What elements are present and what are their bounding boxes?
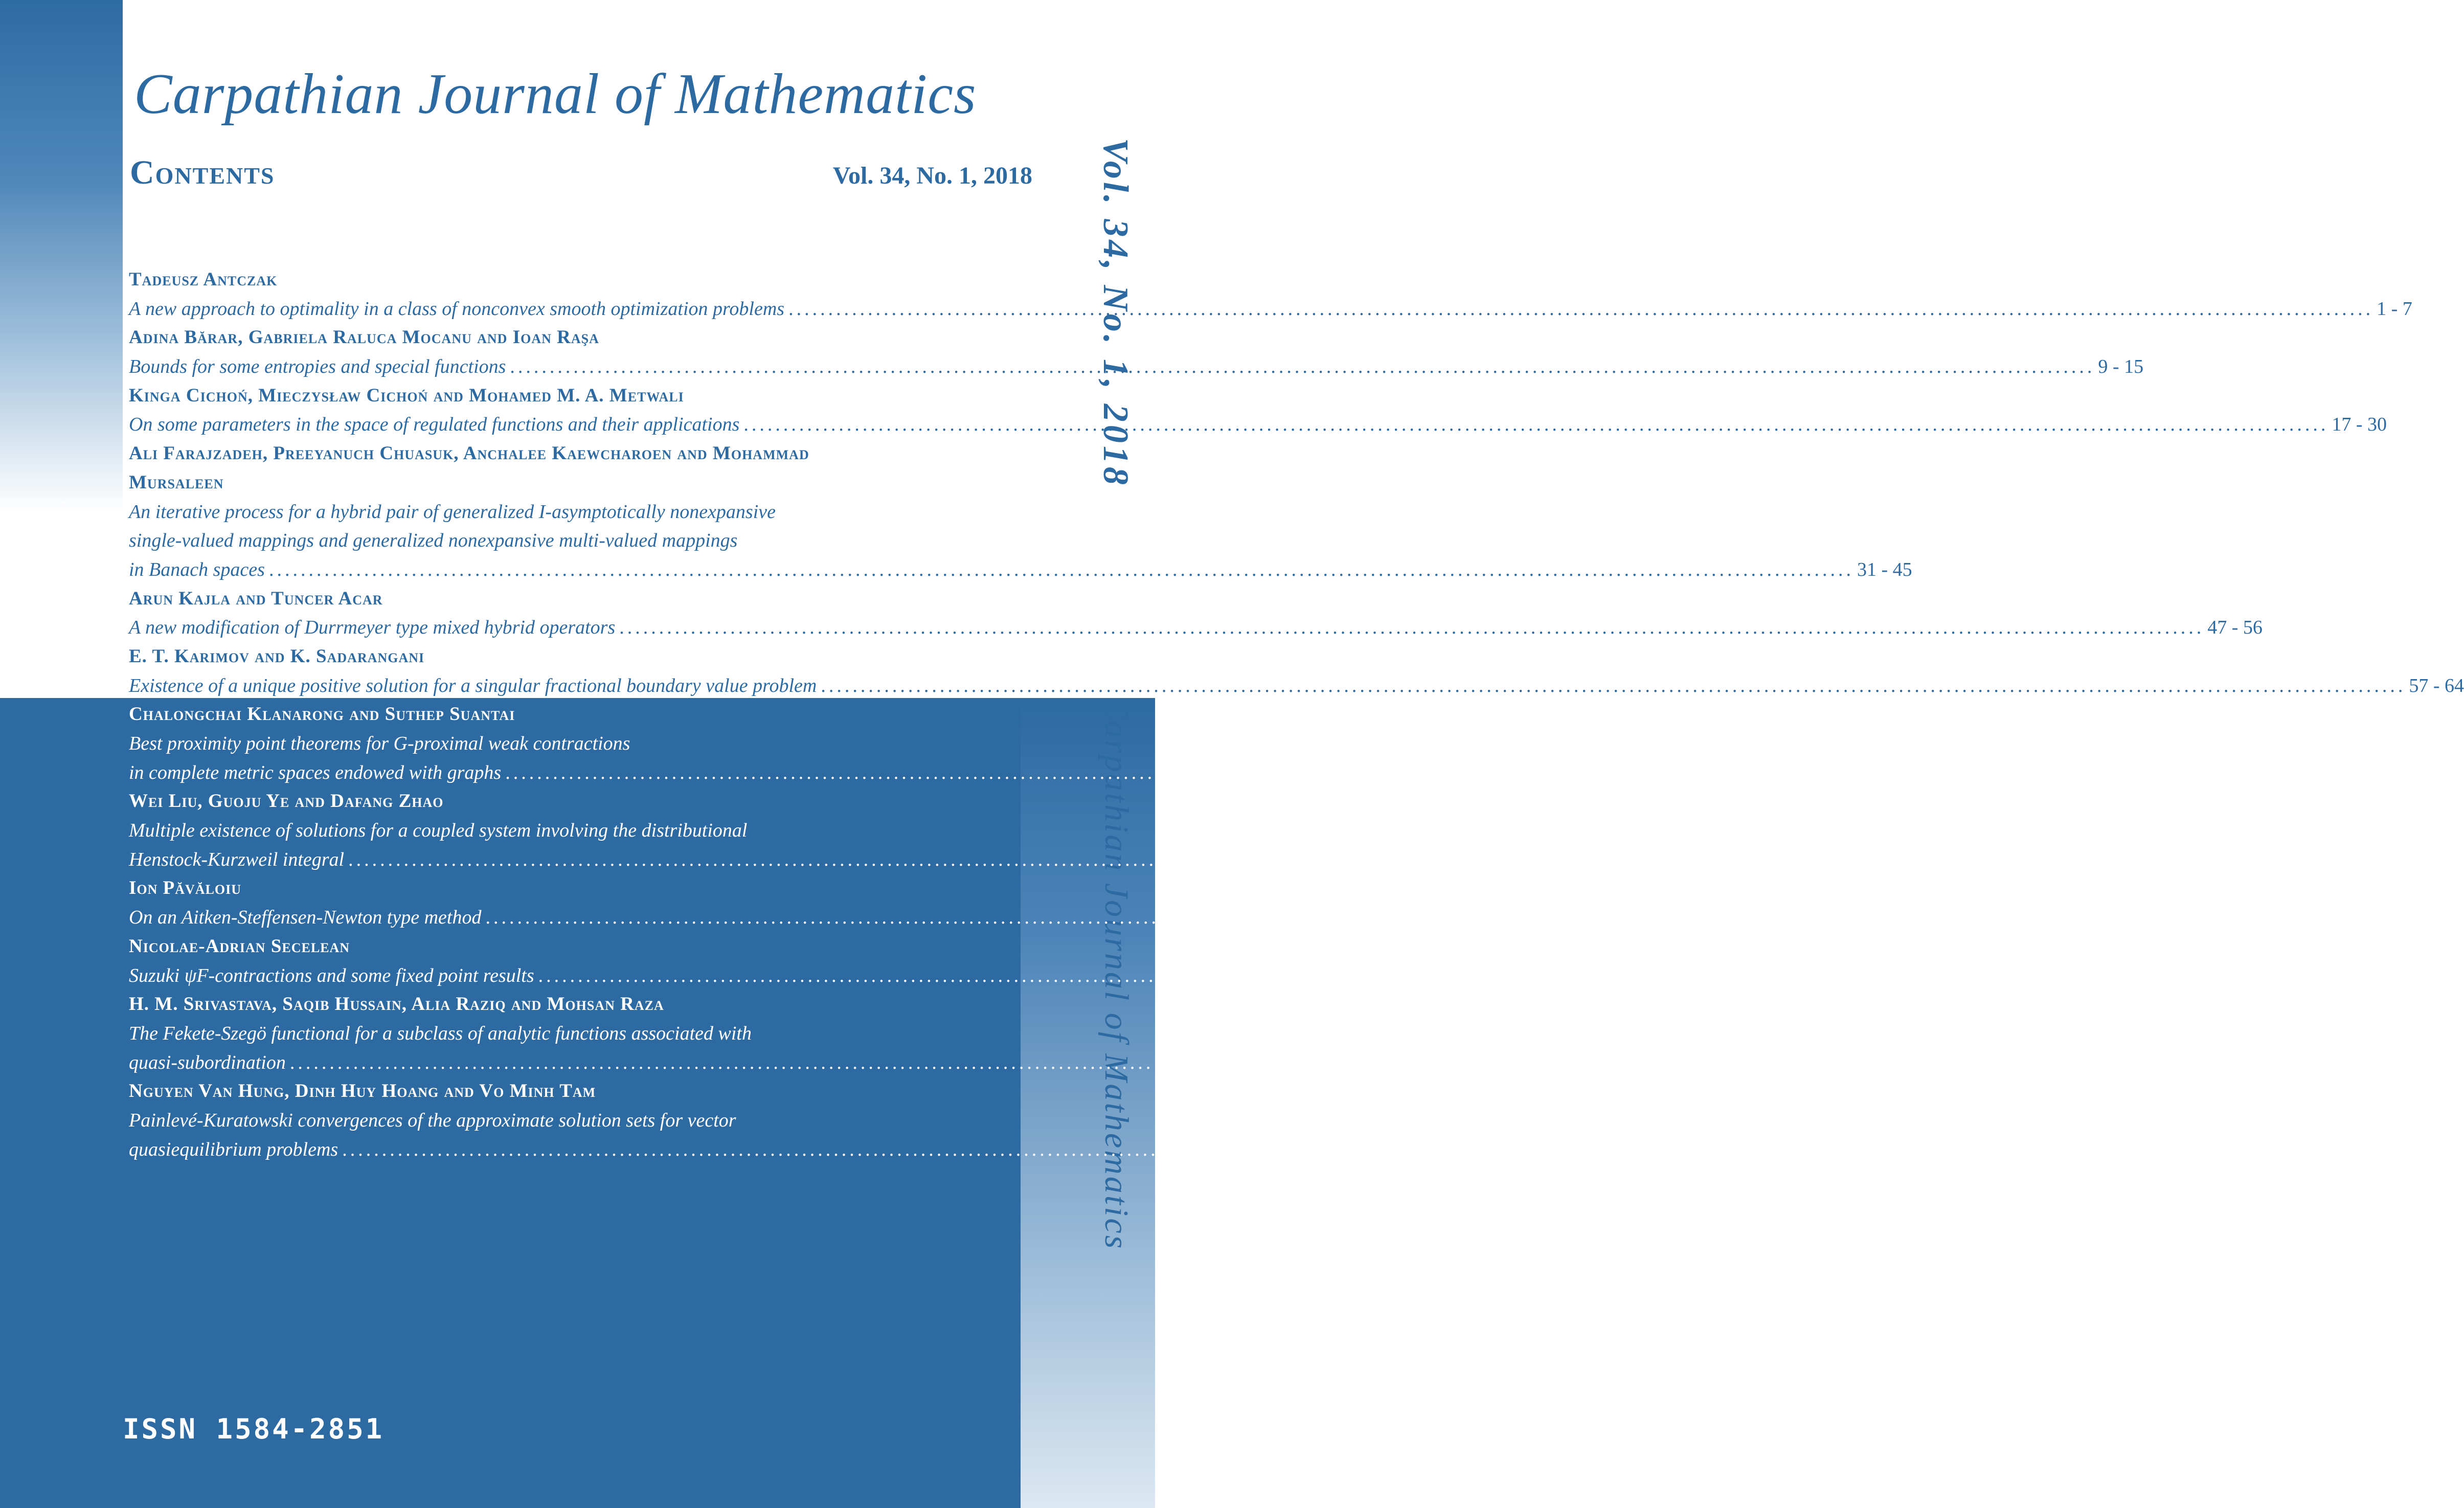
toc-article-title: Henstock-Kurzweil integral — [129, 848, 345, 870]
page-range: 17 - 30 — [2332, 414, 2387, 436]
dot-leader: ........................................................................................................................................................................................................ — [743, 414, 2329, 436]
toc-authors: Nguyen Van Hung, Dinh Huy Hoang and Vo Minh Tam — [129, 1081, 596, 1102]
dot-leader: ........................................................................................................................................................................................................ — [348, 848, 1934, 870]
toc-article-title: Painlevé-Kuratowski convergences of the approximate solution sets for vector — [129, 1109, 736, 1131]
toc-entry-line — [129, 1048, 1952, 1077]
toc-article-title: On an Aitken-Steffensen-Newton type method — [129, 907, 482, 929]
toc-entry-line — [129, 961, 2191, 991]
dot-leader: ........................................................................................................................................................................................................ — [505, 761, 2091, 783]
toc-entry-line — [129, 671, 2464, 701]
toc-entry-line — [129, 555, 1912, 584]
toc-article-title: quasiequilibrium problems — [129, 1138, 338, 1160]
issn-number: ISSN 1584-2851 — [123, 1413, 385, 1445]
toc-authors: Ion Păvăloiu — [129, 877, 242, 899]
toc-entry-line — [129, 758, 2149, 787]
toc-authors: Tadeusz Antczak — [129, 269, 278, 290]
toc-authors: Ali Farajzadeh, Preeyanuch Chuasuk, Anchalee Kaewcharoen and Mohammad — [129, 443, 809, 464]
toc-article-title: Best proximity point theorems for G-proximal weak contractions — [129, 733, 630, 754]
toc-article-title: A new modification of Durrmeyer type mixed hybrid operators — [129, 617, 616, 639]
toc-authors: Mursaleen — [129, 471, 224, 493]
dot-leader: ........................................................................................................................................................................................................ — [268, 558, 1854, 580]
toc-entry-line — [129, 410, 2387, 439]
dot-leader: ........................................................................................................................................................................................................ — [342, 1138, 1928, 1160]
toc-entry-line — [129, 295, 2412, 324]
page-range: 65 - 75 — [2093, 761, 2149, 783]
toc-authors: Adina Bărar, Gabriela Raluca Mocanu and Ioan Raşa — [129, 327, 599, 348]
toc-article-title: An iterative process for a hybrid pair of generalized I-asymptotically nonexpansive — [129, 501, 776, 523]
contents-heading: Contents — [130, 154, 275, 191]
page-range: 57 - 64 — [2409, 674, 2464, 696]
left-gradient-band — [0, 0, 123, 511]
toc-article-title: A new approach to optimality in a class of nonconvex smooth optimization problems — [129, 298, 785, 320]
page-range: 85 - 92 — [2073, 907, 2129, 929]
dot-leader: ........................................................................................................................................................................................................ — [485, 907, 2071, 929]
toc-article-title: in complete metric spaces endowed with graphs — [129, 761, 502, 783]
side-journal-title: Carpathian Journal of Mathematics — [1098, 696, 1135, 1251]
toc-article-title: in Banach spaces — [129, 558, 265, 580]
page-range: 1 - 7 — [2377, 298, 2412, 320]
dot-leader: ........................................................................................................................................................................................................ — [788, 298, 2374, 320]
toc-authors: Nicolae-Adrian Secelean — [129, 935, 350, 957]
toc-authors: Kinga Cichoń, Mieczysław Cichoń and Mohamed M. A. Metwali — [129, 385, 684, 406]
dot-leader: ........................................................................................................................................................................................................ — [821, 674, 2406, 696]
toc-authors: E. T. Karimov and K. Sadarangani — [129, 645, 425, 667]
page-range: 115 - 122 — [1930, 1138, 2004, 1160]
journal-title: Carpathian Journal of Mathematics — [134, 62, 977, 126]
page-range: 77 - 84 — [1936, 848, 1992, 870]
toc-article-title: Bounds for some entropies and special functions — [129, 356, 506, 378]
dot-leader: ........................................................................................................................................................................................................ — [538, 964, 2123, 986]
toc-authors: Chalongchai Klanarong and Suthep Suantai — [129, 704, 515, 725]
toc-authors: Arun Kajla and Tuncer Acar — [129, 588, 383, 609]
toc-entry-line — [129, 903, 2129, 932]
dot-leader: ........................................................................................................................................................................................................ — [510, 356, 2095, 378]
page-range: 47 - 56 — [2207, 617, 2263, 639]
page-range: 103 - 113 — [1878, 1051, 1952, 1073]
toc-entry-line — [129, 613, 2263, 642]
toc-entry-line — [129, 352, 2144, 381]
page-range: 93 - 102 — [2126, 964, 2191, 986]
toc-entry-line — [129, 1135, 2004, 1164]
page-range: 9 - 15 — [2098, 356, 2144, 378]
toc-article-title: Existence of a unique positive solution for a singular fractional boundary value problem — [129, 674, 817, 696]
toc-entry-line — [129, 845, 1992, 874]
toc-article-title: single-valued mappings and generalized nonexpansive multi-valued mappings — [129, 530, 738, 552]
side-volume-label: Vol. 34, No. 1, 2018 — [1096, 138, 1135, 488]
toc-article-title: quasi-subordination — [129, 1051, 286, 1073]
toc-article-title: Multiple existence of solutions for a coupled system involving the distributional — [129, 820, 748, 842]
toc-authors: Wei Liu, Guoju Ye and Dafang Zhao — [129, 791, 444, 812]
dot-leader: ........................................................................................................................................................................................................ — [289, 1051, 1875, 1073]
volume-heading: Vol. 34, No. 1, 2018 — [832, 162, 1032, 189]
dot-leader: ........................................................................................................................................................................................................ — [619, 617, 2205, 639]
toc-article-title: The Fekete-Szegö functional for a subclass of analytic functions associated with — [129, 1022, 752, 1044]
toc-article-title: On some parameters in the space of regulated functions and their applications — [129, 414, 740, 436]
toc-authors: H. M. Srivastava, Saqib Hussain, Alia Raziq and Mohsan Raza — [129, 994, 664, 1015]
toc-article-title: Suzuki ψF-contractions and some fixed point results — [129, 964, 534, 986]
page-range: 31 - 45 — [1857, 558, 1912, 580]
